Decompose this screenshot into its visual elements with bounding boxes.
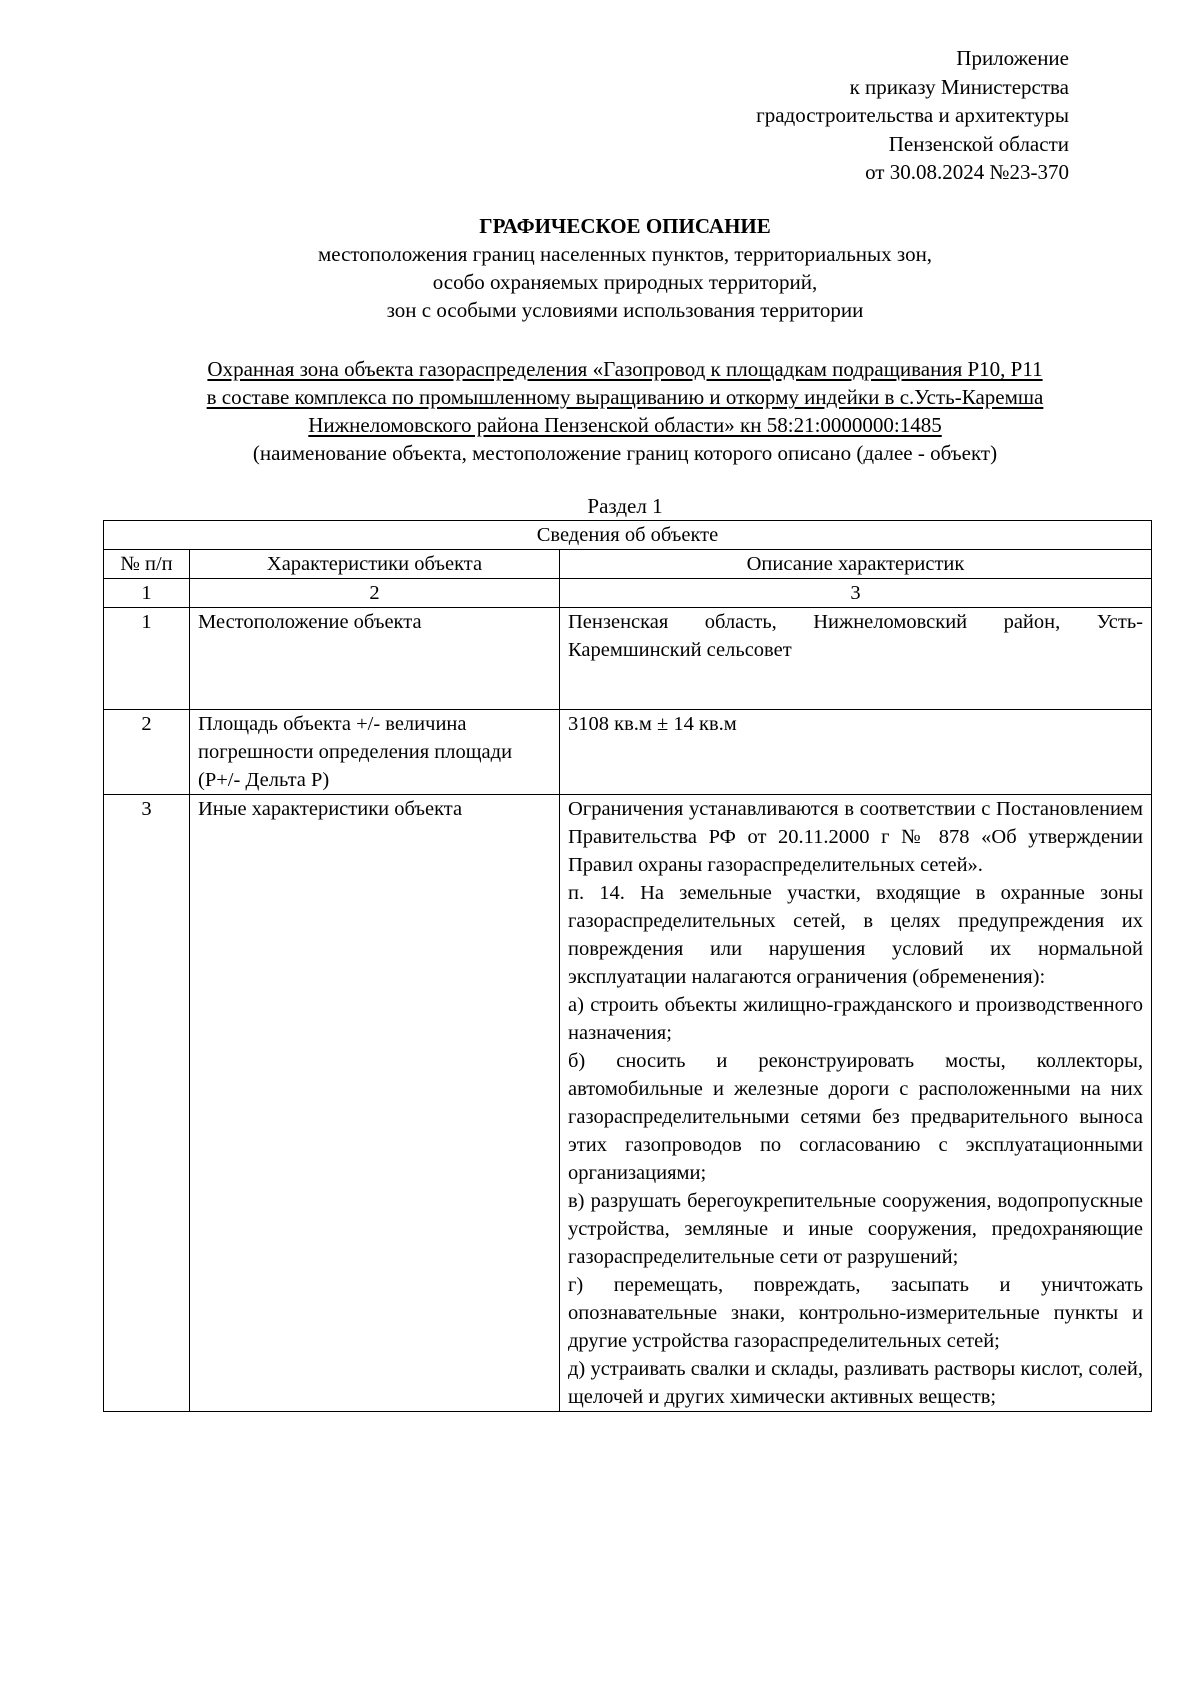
column-number: 1 <box>104 579 190 608</box>
object-name-block <box>100 355 1150 467</box>
description-paragraph: г) перемещать, повреждать, засыпать и уничтожать опознавательные знаки, контрольно-измерительные пункты и другие устройства газораспределительных сетей; <box>568 1274 1143 1352</box>
row-description <box>560 710 1152 795</box>
column-number: 2 <box>190 579 560 608</box>
description-paragraph: Ограничения устанавливаются в соответствии с Постановлением Правительства РФ от 20.11.2000 г № 878 «Об утверждении Правил охраны газораспределительных сетей». <box>568 798 1143 876</box>
row-characteristic: Площадь объекта +/- величина погрешности определения площади (Р+/- Дельта Р) <box>190 710 560 795</box>
appendix-line: градостроительства и архитектуры <box>756 103 1069 127</box>
subtitle-line: особо охраняемых природных территорий, <box>432 270 818 294</box>
object-caption: (наименование объекта, местоположение границ которого описано (далее - объект) <box>252 441 998 465</box>
row-number: 3 <box>104 795 190 1412</box>
object-name-line: в составе комплекса по промышленному выращиванию и откорму индейки в с.Усть-Каремша <box>206 385 1044 409</box>
table-column-numbers-row <box>104 579 1152 608</box>
table-row <box>104 608 1152 710</box>
description-paragraph: а) строить объекты жилищно-гражданского и производственного назначения; <box>568 994 1143 1044</box>
table-header-row <box>104 550 1152 579</box>
table-title-row <box>104 521 1152 550</box>
description-paragraph: 3108 кв.м ± 14 кв.м <box>568 713 737 735</box>
row-characteristic: Местоположение объекта <box>190 608 560 710</box>
section-label: Раздел 1 <box>587 494 663 518</box>
description-paragraph: Пензенская область, Нижнеломовский район, Усть-Каремшинский сельсовет <box>568 611 1143 661</box>
appendix-block <box>756 44 1069 187</box>
appendix-order-date: от 30.08.2024 №23-370 <box>865 160 1069 184</box>
subtitle-line: зон с особыми условиями использования территории <box>386 298 864 322</box>
appendix-line: к приказу Министерства <box>849 74 1069 99</box>
appendix-line: Приложение <box>956 46 1069 70</box>
row-description <box>560 795 1152 1412</box>
description-paragraph: п. 14. На земельные участки, входящие в охранные зоны газораспределительных сетей, в целях предупреждения их повреждения или нарушения условий их нормальной эксплуатации налагаются ограничения (обременения): <box>568 882 1143 988</box>
object-name-line: Нижнеломовского района Пензенской области» кн 58:21:0000000:1485 <box>308 413 942 437</box>
row-description <box>560 608 1152 710</box>
column-header-number: № п/п <box>104 550 190 579</box>
description-paragraph: б) сносить и реконструировать мосты, коллекторы, автомобильные и железные дороги с расположенными на них газораспределительными сетями без предварительного выноса этих газопроводов по согласованию с эксплуатационными организациями; <box>568 1050 1143 1184</box>
document-title: ГРАФИЧЕСКОЕ ОПИСАНИЕ <box>479 214 771 238</box>
description-paragraph: в) разрушать берегоукрепительные сооружения, водопропускные устройства, земляные и иные сооружения, предохраняющие газораспределительные сети от разрушений; <box>568 1190 1143 1268</box>
appendix-line: Пензенской области <box>888 131 1069 156</box>
column-header-description: Описание характеристик <box>560 550 1152 579</box>
row-characteristic: Иные характеристики объекта <box>190 795 560 1412</box>
table-title: Сведения об объекте <box>104 521 1152 550</box>
table-row <box>104 795 1152 1412</box>
row-number: 1 <box>104 608 190 710</box>
title-block <box>100 212 1150 324</box>
object-info-table <box>103 520 1152 1412</box>
subtitle-line: местоположения границ населенных пунктов, территориальных зон, <box>317 242 933 266</box>
object-name-line: Охранная зона объекта газораспределения «Газопровод к площадкам подращивания Р10, Р11 <box>207 357 1043 381</box>
column-header-characteristic: Характеристики объекта <box>190 550 560 579</box>
row-number: 2 <box>104 710 190 795</box>
description-paragraph: д) устраивать свалки и склады, разливать растворы кислот, солей, щелочей и других химически активных веществ; <box>568 1358 1143 1408</box>
column-number: 3 <box>560 579 1152 608</box>
table-row <box>104 710 1152 795</box>
